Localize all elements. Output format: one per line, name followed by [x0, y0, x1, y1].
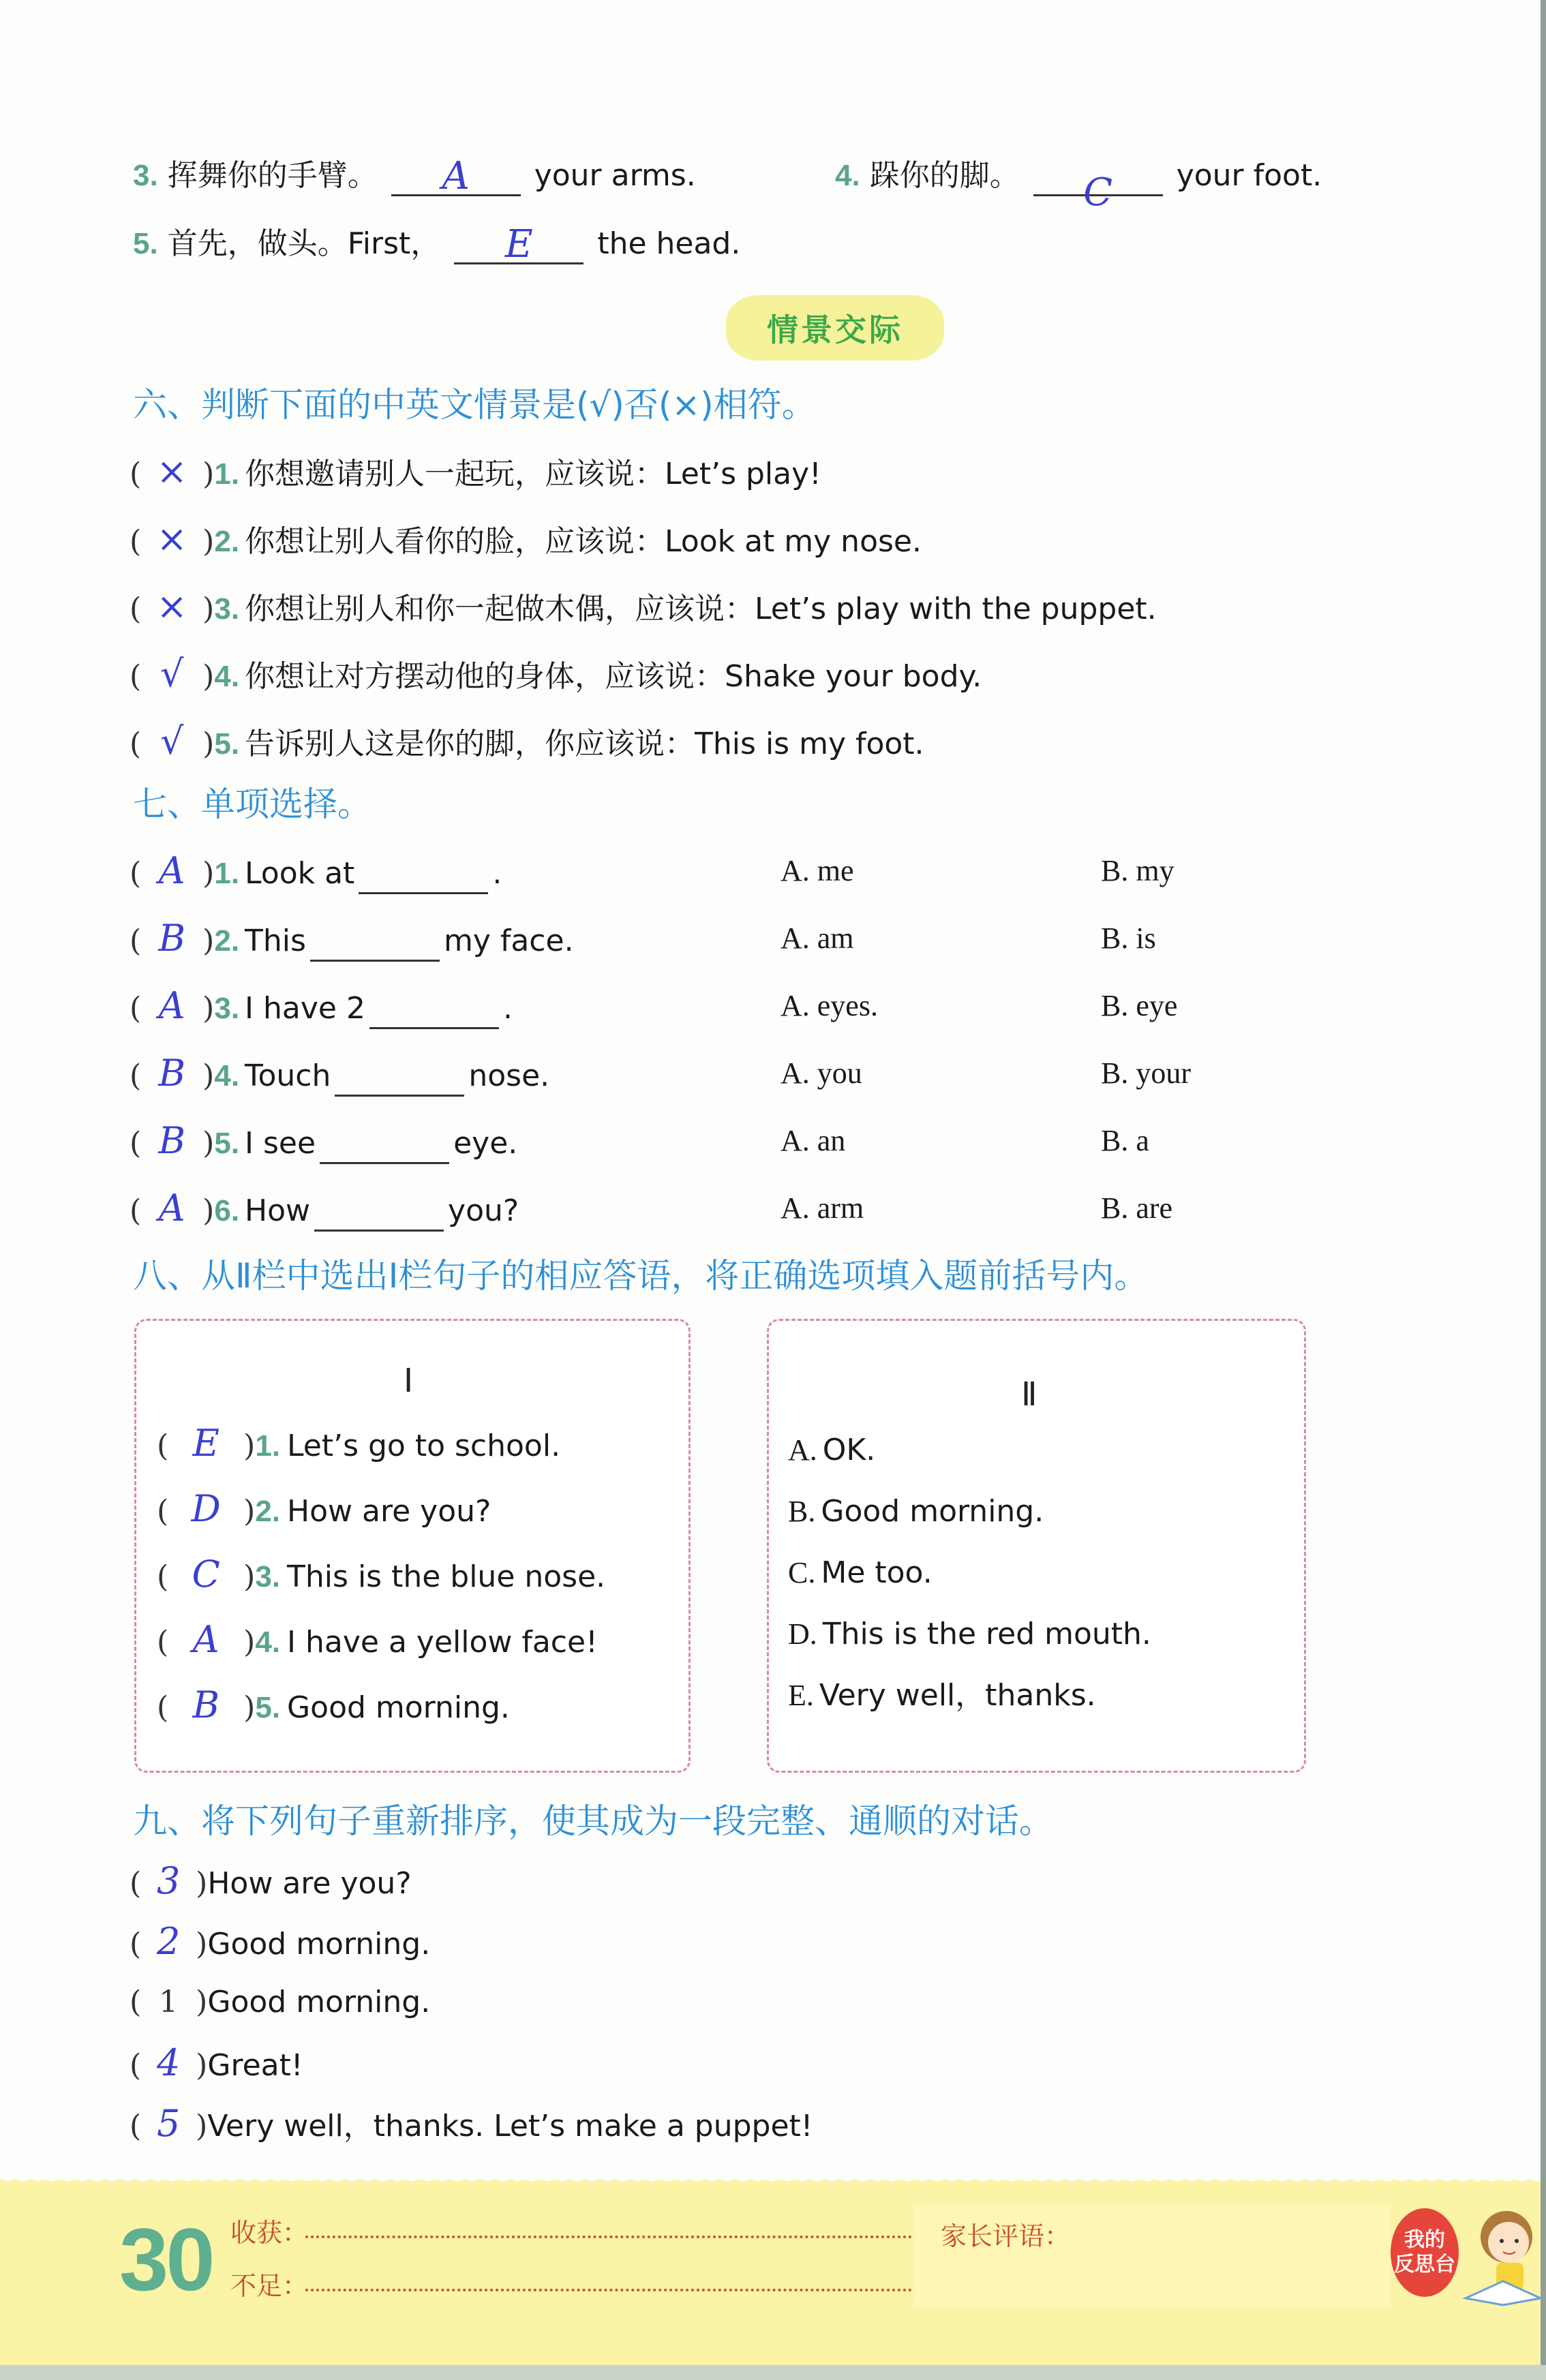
handwritten-answer: A: [442, 154, 470, 198]
order-number: 1: [159, 1985, 179, 2019]
paren-open: (: [130, 524, 142, 559]
option-letter: C.: [788, 1556, 816, 1589]
item-prompt: 跺你的脚。: [869, 158, 1020, 193]
order-number: 2: [156, 1920, 181, 1963]
order-slot[interactable]: [141, 1921, 196, 1965]
paren-open: (: [157, 1690, 169, 1725]
handwritten-answer: E: [192, 1422, 219, 1465]
answer-blank[interactable]: [454, 222, 583, 266]
match-answer-option: [788, 1553, 933, 1593]
column-2-label: Ⅱ: [1021, 1377, 1037, 1413]
match-question: [157, 1685, 510, 1728]
answer-slot[interactable]: [141, 1120, 202, 1164]
page-edge: [1541, 0, 1546, 2380]
item-text: 告诉别人这是你的脚，你应该说：This is my foot.: [245, 727, 924, 761]
paren-close: ): [202, 1126, 215, 1161]
answer-slot[interactable]: [141, 519, 202, 562]
paren-close: ): [243, 1625, 256, 1660]
dialogue-line: Very well，thanks. Let’s make a puppet!: [207, 2109, 813, 2143]
handwritten-mark: √: [160, 720, 184, 763]
paren-open: (: [130, 1193, 142, 1228]
item-text: 你想让对方摆动他的身体，应该说：Shake your body.: [245, 659, 982, 694]
paren-close: ): [202, 727, 215, 761]
dialogue-line: Good morning.: [207, 1985, 431, 2019]
question-text: This is the blue nose.: [287, 1559, 606, 1594]
option-letter: E.: [788, 1679, 814, 1712]
answer-slot[interactable]: [141, 721, 202, 765]
gain-label: 收获：: [230, 2218, 309, 2248]
option-a[interactable]: A. am: [780, 921, 854, 955]
item-number: 4.: [214, 1059, 240, 1093]
sentence-blank: [314, 1200, 444, 1232]
order-item: [130, 1982, 430, 2023]
item-text: 你想让别人看你的脸，应该说：Look at my nose.: [245, 524, 922, 559]
paren-open: (: [130, 1126, 142, 1161]
handwritten-mark: ×: [156, 517, 187, 560]
answer-blank[interactable]: [1033, 164, 1163, 215]
choice-item: [130, 986, 513, 1029]
reflection-line-1: 我的: [1404, 2228, 1445, 2252]
page-bottom-edge: [0, 2365, 1546, 2380]
paren-open: (: [130, 727, 142, 761]
exercise-item-5: [133, 224, 740, 264]
section-8-title: 八、从Ⅱ栏中选出Ⅰ栏句子的相应答语，将正确选项填入题前括号内。: [133, 1256, 1149, 1296]
sentence-start: I have 2: [245, 991, 365, 1026]
parent-comment-label: 家长评语：: [941, 2221, 1071, 2251]
paren-open: (: [130, 924, 142, 958]
sentence-end: you?: [448, 1193, 519, 1228]
order-item: [130, 1861, 412, 1904]
item-number: 1.: [255, 1429, 281, 1463]
reflection-line-2: 反思台: [1394, 2253, 1455, 2276]
paren-close: ): [202, 524, 215, 559]
paren-open: (: [130, 1985, 142, 2019]
item-number: 4.: [255, 1626, 281, 1659]
item-number: 6.: [214, 1194, 240, 1227]
answer-slot[interactable]: [141, 586, 202, 630]
paren-open: (: [130, 1866, 142, 1901]
sentence-blank: [320, 1132, 449, 1164]
item-text: 你想邀请别人一起玩，应该说：Let’s play!: [245, 457, 821, 491]
handwritten-answer: B: [158, 917, 186, 960]
option-text: This is the red mouth.: [822, 1617, 1151, 1651]
item-number: 5.: [214, 727, 240, 761]
item-english: the head.: [597, 226, 741, 261]
match-answer-option: [788, 1614, 1151, 1655]
paren-open: (: [157, 1559, 169, 1594]
paren-close: ): [202, 1193, 215, 1228]
option-a[interactable]: A. me: [780, 854, 854, 887]
judge-item: [130, 519, 922, 562]
paren-close: ): [196, 2048, 208, 2083]
item-number: 5.: [214, 1127, 240, 1160]
paren-open: (: [130, 659, 142, 694]
item-number: 1.: [214, 857, 240, 890]
option-letter: A.: [788, 1433, 817, 1467]
paren-open: (: [130, 856, 142, 891]
order-slot[interactable]: [141, 2043, 196, 2086]
choice-item: [130, 1188, 519, 1232]
option-a[interactable]: A. an: [780, 1124, 846, 1157]
handwritten-answer: E: [504, 222, 533, 266]
item-number: 3.: [255, 1560, 281, 1593]
item-number: 1.: [214, 457, 240, 491]
item-number: 4.: [835, 159, 860, 192]
answer-slot[interactable]: [168, 1619, 243, 1663]
answer-slot[interactable]: [168, 1554, 243, 1598]
option-letter: D.: [788, 1617, 817, 1651]
option-text: Me too.: [821, 1555, 933, 1590]
paren-close: ): [202, 991, 215, 1026]
item-number: 5.: [133, 227, 158, 260]
choice-item: [130, 1053, 549, 1097]
sentence-end: .: [502, 991, 513, 1026]
paren-open: (: [157, 1625, 169, 1660]
exercise-item-3: [133, 155, 696, 196]
match-question: [157, 1489, 491, 1532]
paren-close: ): [196, 1985, 208, 2019]
item-number: 2.: [214, 924, 240, 958]
dialogue-line: Good morning.: [207, 1927, 431, 1962]
paren-close: ): [202, 457, 215, 491]
handwritten-mark: √: [160, 652, 184, 695]
answer-slot[interactable]: [141, 851, 202, 894]
order-number: 4: [156, 2041, 181, 2084]
paren-open: (: [130, 2109, 142, 2143]
exercise-item-4: [835, 155, 1322, 215]
dialogue-line: How are you?: [207, 1866, 412, 1901]
paren-close: ): [243, 1559, 256, 1594]
match-answer-option: [788, 1430, 875, 1471]
paren-close: ): [196, 1927, 208, 1962]
sentence-start: Touch: [245, 1058, 331, 1093]
match-answer-option: [788, 1675, 1096, 1716]
paren-close: ): [196, 2109, 208, 2143]
gain-input-line[interactable]: [305, 2236, 912, 2238]
paren-open: (: [130, 592, 142, 626]
section-7-title: 七、单项选择。: [133, 784, 372, 824]
answer-slot[interactable]: [141, 654, 202, 697]
paren-open: (: [130, 991, 142, 1026]
choice-item: [130, 851, 502, 894]
paren-close: ): [202, 592, 215, 626]
option-a[interactable]: A. eyes.: [780, 989, 878, 1022]
answer-slot[interactable]: [168, 1685, 243, 1728]
paren-open: (: [157, 1429, 169, 1463]
section-badge: 情景交际: [726, 295, 944, 361]
answer-slot[interactable]: [168, 1423, 243, 1467]
judge-item: [130, 586, 1157, 630]
choice-item: [130, 1120, 517, 1164]
item-number: 3.: [214, 992, 240, 1025]
option-b[interactable]: B. are: [1101, 1191, 1173, 1225]
dialogue-line: Great!: [207, 2048, 303, 2083]
item-number: 4.: [214, 660, 240, 693]
item-prompt: 首先，做头。First，: [167, 226, 441, 261]
handwritten-answer: D: [191, 1487, 221, 1530]
paren-open: (: [130, 1058, 142, 1093]
item-english: your foot.: [1176, 158, 1322, 193]
sentence-end: nose.: [468, 1058, 550, 1093]
handwritten-answer: B: [192, 1683, 220, 1726]
paren-close: ): [202, 659, 215, 694]
question-text: How are you?: [287, 1494, 491, 1529]
paren-close: ): [196, 1866, 208, 1901]
answer-slot[interactable]: [168, 1489, 243, 1532]
order-item: [130, 2103, 813, 2147]
item-number: 2.: [214, 525, 240, 558]
sentence-end: eye.: [453, 1126, 518, 1161]
option-letter: B.: [788, 1495, 816, 1528]
answer-slot[interactable]: [141, 986, 202, 1029]
paren-close: ): [202, 856, 215, 891]
question-text: Let’s go to school.: [287, 1429, 561, 1463]
sentence-start: I see: [245, 1126, 316, 1161]
paren-close: ): [243, 1429, 256, 1463]
item-english: your arms.: [534, 158, 696, 193]
question-text: Good morning.: [287, 1690, 510, 1725]
option-b[interactable]: B. eye: [1101, 989, 1178, 1022]
answer-slot[interactable]: [141, 918, 202, 962]
girl-reading-icon: [1462, 2203, 1543, 2308]
section-6-title: 六、判断下面的中英文情景是(√)否(×)相符。: [133, 385, 816, 425]
sentence-start: Look at: [245, 856, 355, 891]
sentence-end: .: [492, 856, 502, 891]
handwritten-answer: A: [158, 984, 185, 1027]
sentence-blank: [359, 862, 488, 894]
judge-item: [130, 451, 821, 495]
paren-close: ): [243, 1494, 256, 1529]
judge-item: [130, 654, 982, 697]
sentence-end: my face.: [443, 924, 574, 958]
reflection-badge: [1391, 2208, 1459, 2297]
answer-slot[interactable]: [141, 1188, 202, 1232]
sentence-blank: [310, 930, 440, 962]
option-text: Very well，thanks.: [819, 1678, 1096, 1713]
sentence-blank: [369, 997, 499, 1029]
handwritten-answer: A: [158, 1187, 185, 1230]
answer-slot[interactable]: [141, 451, 202, 495]
choice-item: [130, 918, 574, 962]
paren-close: ): [202, 1058, 215, 1093]
answer-blank[interactable]: [391, 154, 521, 198]
option-b[interactable]: B. your: [1101, 1056, 1191, 1090]
sentence-blank: [335, 1065, 464, 1097]
order-item: [130, 1921, 430, 1965]
order-slot[interactable]: [141, 1982, 196, 2023]
match-question: [157, 1554, 605, 1598]
option-b[interactable]: B. is: [1101, 921, 1156, 955]
item-number: 3.: [133, 159, 158, 192]
item-prompt: 挥舞你的手臂。: [167, 158, 378, 193]
match-answer-option: [788, 1491, 1044, 1532]
option-a[interactable]: A. you: [780, 1056, 862, 1090]
order-number: 5: [156, 2102, 181, 2145]
item-number: 2.: [255, 1495, 281, 1528]
option-b[interactable]: B. a: [1101, 1124, 1149, 1157]
option-text: Good morning.: [821, 1494, 1044, 1529]
paren-close: ): [243, 1690, 256, 1725]
footer-wave-edge: [0, 2174, 1541, 2188]
page-number: 30: [119, 2210, 213, 2309]
handwritten-answer: A: [192, 1618, 219, 1661]
column-1-box: [134, 1319, 691, 1773]
paren-open: (: [130, 457, 142, 491]
match-question: [157, 1619, 598, 1663]
item-text: 你想让别人和你一起做木偶，应该说：Let’s play with the puppet.: [245, 592, 1157, 626]
order-item: [130, 2043, 303, 2086]
option-b[interactable]: B. my: [1101, 854, 1174, 887]
paren-open: (: [130, 1927, 142, 1962]
option-text: OK.: [822, 1433, 876, 1467]
item-number: 3.: [214, 592, 240, 626]
handwritten-mark: ×: [156, 450, 187, 493]
order-number: 3: [156, 1859, 181, 1902]
column-2-box: [767, 1319, 1306, 1773]
paren-close: ): [202, 924, 215, 958]
question-text: I have a yellow face!: [287, 1625, 598, 1660]
handwritten-answer: B: [158, 1119, 186, 1162]
column-1-label: Ⅰ: [404, 1363, 414, 1399]
handwritten-mark: ×: [156, 585, 187, 628]
sentence-start: How: [245, 1193, 311, 1228]
paren-open: (: [157, 1494, 169, 1529]
match-question: [157, 1423, 560, 1467]
order-slot[interactable]: [141, 1861, 196, 1904]
handwritten-answer: B: [158, 1052, 186, 1095]
lack-label: 不足：: [230, 2271, 309, 2301]
judge-item: [130, 721, 924, 765]
answer-slot[interactable]: [141, 1053, 202, 1097]
handwritten-answer: C: [192, 1553, 220, 1596]
item-number: 5.: [255, 1691, 281, 1724]
paren-open: (: [130, 2048, 142, 2083]
order-slot[interactable]: [141, 2103, 196, 2147]
handwritten-answer: C: [1083, 170, 1113, 215]
sentence-start: This: [245, 924, 306, 958]
section-9-title: 九、将下列句子重新排序，使其成为一段完整、通顺的对话。: [133, 1801, 1053, 1841]
option-a[interactable]: A. arm: [780, 1191, 864, 1225]
handwritten-answer: A: [158, 849, 185, 892]
lack-input-line[interactable]: [305, 2289, 912, 2291]
